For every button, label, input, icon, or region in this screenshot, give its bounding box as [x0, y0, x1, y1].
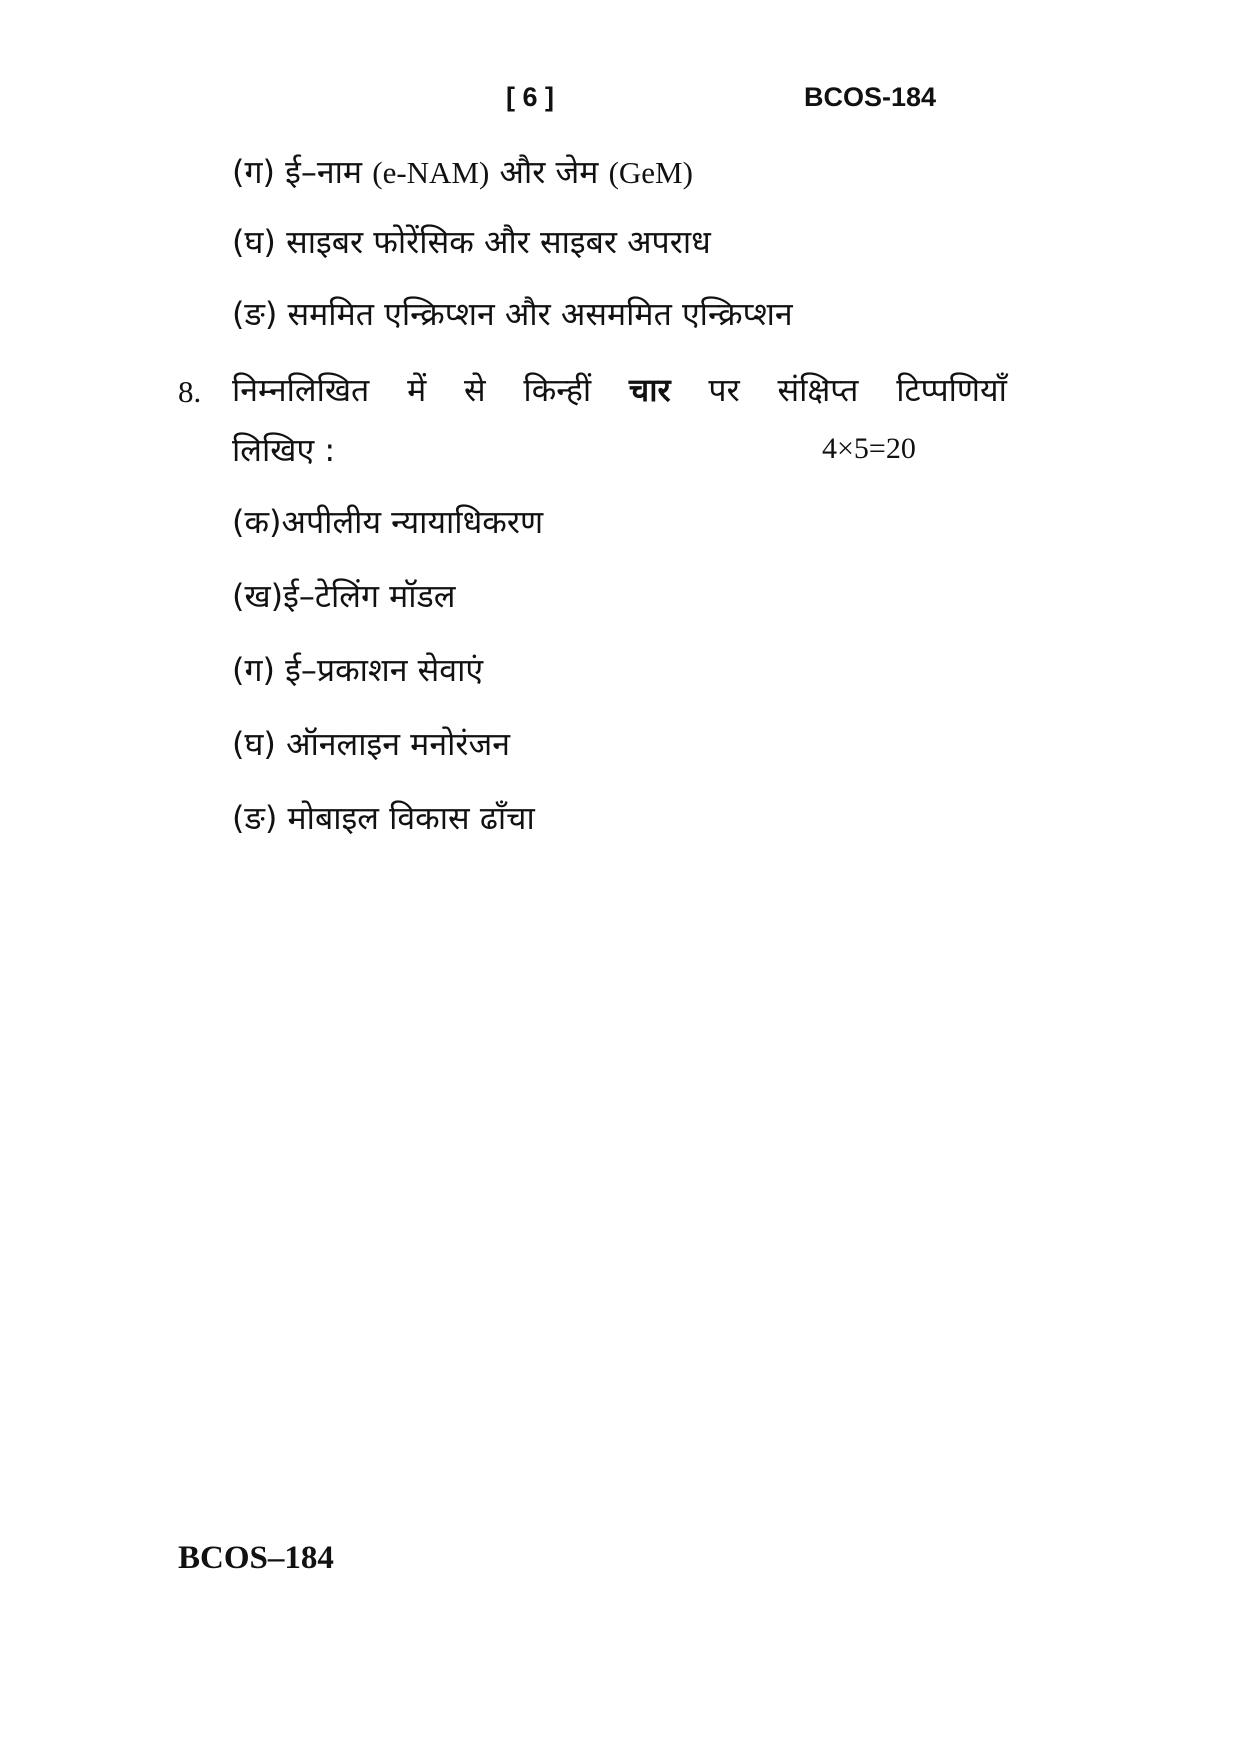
item-text: ई–प्रकाशन सेवाएं [285, 651, 484, 689]
emphasis-word: चार [628, 371, 671, 409]
item-label: (ङ) [232, 295, 278, 333]
page-number: [ 6 ] [506, 82, 555, 112]
footer-course-code: BCOS–184 [178, 1540, 334, 1576]
item-label: (ग) [232, 651, 275, 689]
item-label: (ख) [232, 577, 284, 615]
question-number: 8. [178, 374, 202, 409]
word: निम्नलिखित [232, 371, 370, 409]
item-text: और जेम [499, 153, 599, 191]
item-label: (क) [232, 503, 282, 541]
list-item [232, 220, 711, 263]
item-label: (ग) [232, 153, 275, 191]
list-item [232, 796, 535, 839]
item-label: (ङ) [232, 799, 278, 837]
item-text: ई–नाम [285, 153, 363, 191]
item-text: अपीलीय न्यायाधिकरण [281, 503, 544, 541]
item-text-latin: (GeM) [608, 155, 693, 190]
item-text: साइबर फोरेंसिक और साइबर अपराध [286, 223, 711, 261]
item-text: ऑनलाइन मनोरंजन [286, 725, 510, 763]
word: से [463, 371, 486, 409]
item-text: ई–टेलिंग मॉडल [283, 577, 456, 615]
list-item [232, 500, 543, 543]
item-label: (घ) [232, 725, 276, 763]
word: टिप्पणियाँ [896, 371, 1007, 409]
list-item [232, 722, 510, 765]
course-code-header: BCOS-184 [804, 82, 937, 112]
word: में [407, 371, 427, 409]
list-item [232, 648, 483, 691]
marks: 4×5=20 [822, 432, 916, 465]
list-item [232, 150, 693, 193]
item-text-latin: (e-NAM) [372, 155, 490, 190]
word: पर [708, 371, 740, 409]
question-text-line1 [232, 368, 1007, 411]
list-item [232, 574, 455, 617]
item-text: सममित एन्क्रिप्शन और असममित एन्क्रिप्शन [287, 295, 793, 333]
question-text-line2: लिखिए : [232, 431, 336, 469]
word: संक्षिप्त [777, 371, 859, 409]
list-item [232, 292, 793, 335]
item-label: (घ) [232, 223, 276, 261]
word: किन्हीं [523, 371, 592, 409]
item-text: मोबाइल विकास ढाँचा [287, 799, 535, 837]
